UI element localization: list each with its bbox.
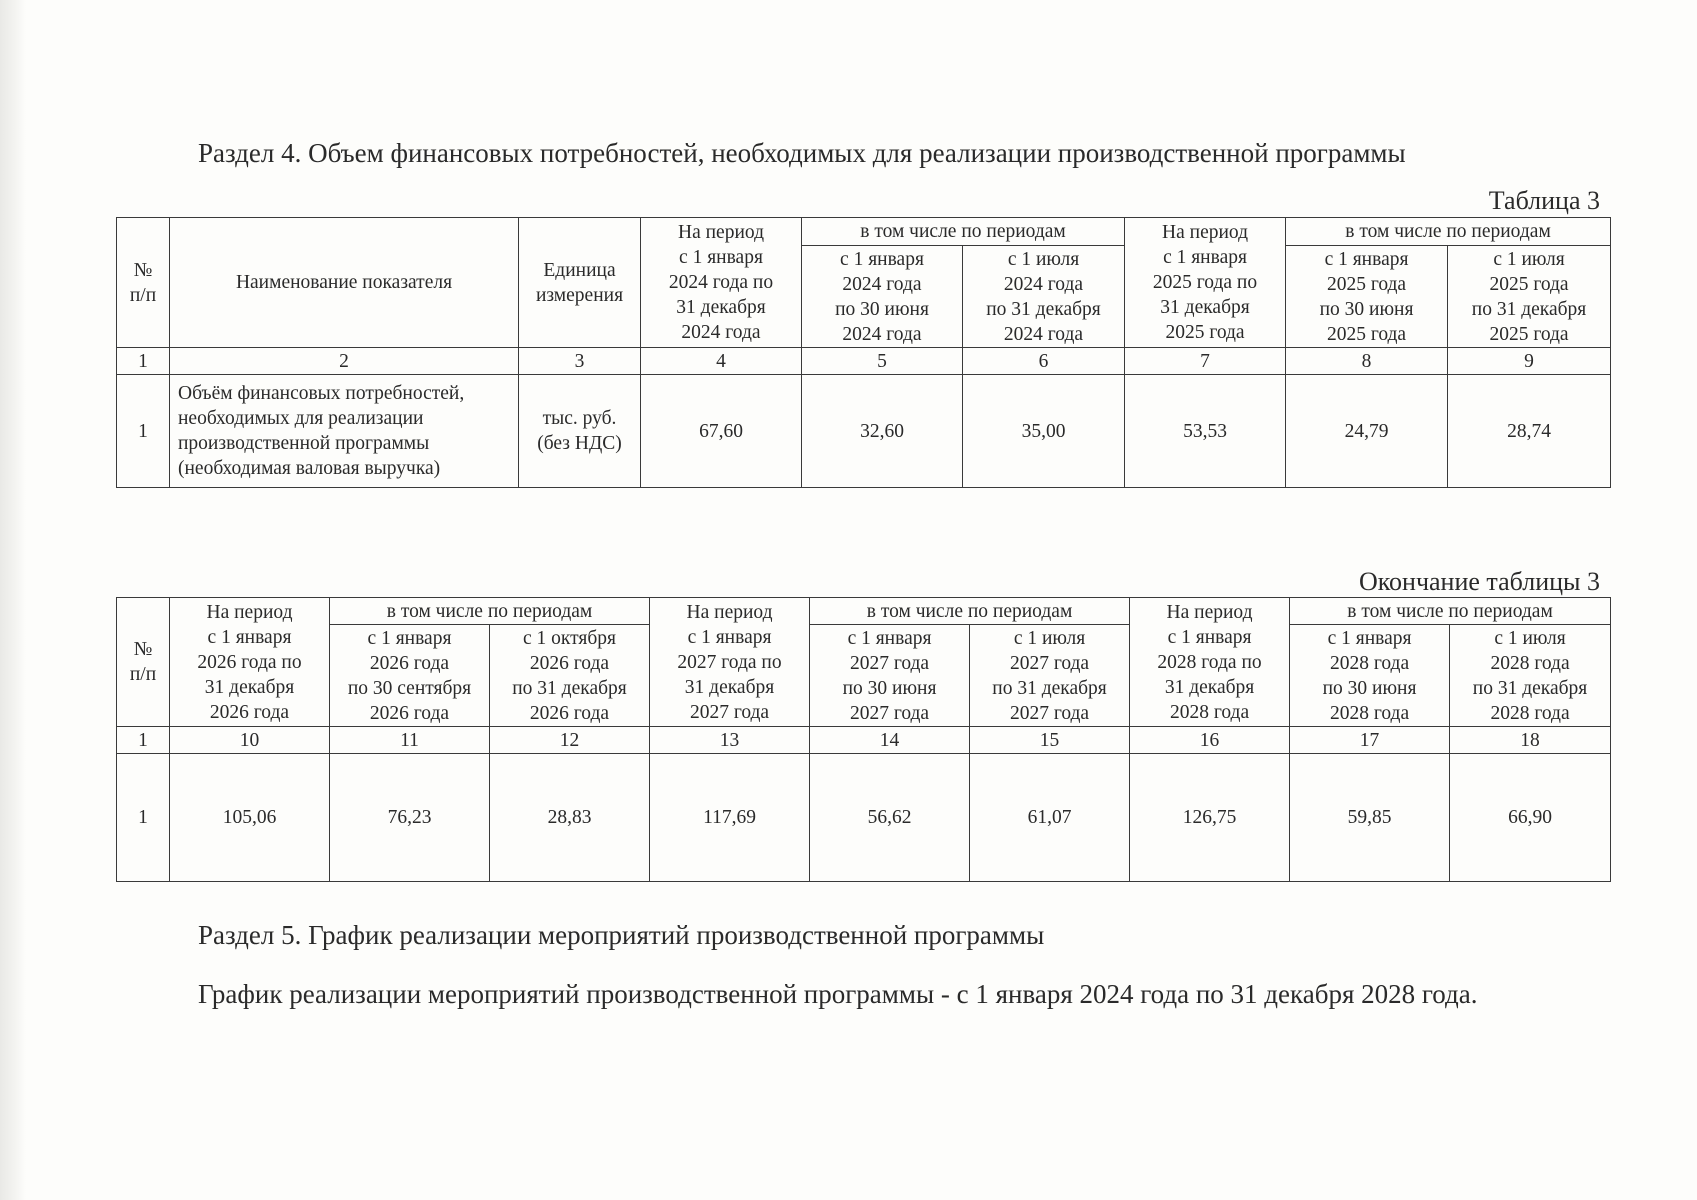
value-2025-h1: 24,79 [1286, 375, 1448, 488]
col-number: 6 [963, 348, 1125, 375]
header-2026-a: с 1 января 2026 года по 30 сентября 2026 года [330, 625, 490, 727]
col-number: 7 [1125, 348, 1286, 375]
header-including-2025: в том числе по периодам [1286, 218, 1611, 246]
header-period-2027: На период с 1 января 2027 года по 31 декабря 2027 года [650, 598, 810, 727]
header-2024-h2: с 1 июля 2024 года по 31 декабря 2024 года [963, 246, 1125, 348]
header-including-2024: в том числе по периодам [802, 218, 1125, 246]
col-number: 11 [330, 727, 490, 754]
col-number: 1 [117, 727, 170, 754]
col-number: 9 [1448, 348, 1611, 375]
value-2027-h2: 61,07 [970, 754, 1130, 882]
section5-heading: Раздел 5. График реализации мероприятий производственной программы [198, 920, 1045, 950]
value-2024-h2: 35,00 [963, 375, 1125, 488]
table3 [116, 217, 1611, 488]
header-2028-h1: с 1 января 2028 года по 30 июня 2028 года [1290, 625, 1450, 727]
header-unit: Единица измерения [519, 218, 641, 348]
col-number: 2 [170, 348, 519, 375]
value-2025-h2: 28,74 [1448, 375, 1611, 488]
col-number: 5 [802, 348, 963, 375]
header-including-2028: в том числе по периодам [1290, 598, 1611, 625]
table-row [117, 754, 1611, 882]
value-2026-b: 28,83 [490, 754, 650, 882]
col-number: 17 [1290, 727, 1450, 754]
value-2024-h1: 32,60 [802, 375, 963, 488]
col-number: 8 [1286, 348, 1448, 375]
value-2026: 105,06 [170, 754, 330, 882]
header-including-2027: в том числе по периодам [810, 598, 1130, 625]
col-number: 12 [490, 727, 650, 754]
value-2027: 117,69 [650, 754, 810, 882]
header-2025-h2: с 1 июля 2025 года по 31 декабря 2025 года [1448, 246, 1611, 348]
column-number-row [117, 348, 1611, 375]
col-number: 10 [170, 727, 330, 754]
header-including-2026: в том числе по периодам [330, 598, 650, 625]
value-2026-a: 76,23 [330, 754, 490, 882]
header-2025-h1: с 1 января 2025 года по 30 июня 2025 года [1286, 246, 1448, 348]
header-period-2026: На период с 1 января 2026 года по 31 декабря 2026 года [170, 598, 330, 727]
header-2028-h2: с 1 июля 2028 года по 31 декабря 2028 года [1450, 625, 1611, 727]
header-period-2028: На период с 1 января 2028 года по 31 декабря 2028 года [1130, 598, 1290, 727]
row-num: 1 [117, 754, 170, 882]
unit-value: тыс. руб. (без НДС) [519, 375, 641, 488]
col-number: 4 [641, 348, 802, 375]
table-row [117, 375, 1611, 488]
header-2026-b: с 1 октября 2026 года по 31 декабря 2026 года [490, 625, 650, 727]
column-number-row [117, 727, 1611, 754]
value-2028-h2: 66,90 [1450, 754, 1611, 882]
header-period-2025: На период с 1 января 2025 года по 31 декабря 2025 года [1125, 218, 1286, 348]
header-num: № п/п [117, 218, 170, 348]
indicator-name: Объём финансовых потребностей, необходимых для реализации производственной программы (необходимая валовая выручка) [170, 375, 519, 488]
section4-heading: Раздел 4. Объем финансовых потребностей, необходимых для реализации производственной программы [198, 138, 1406, 168]
header-name: Наименование показателя [170, 218, 519, 348]
section5-text: График реализации мероприятий производственной программы - с 1 января 2024 года по 31 декабря 2028 года. [198, 979, 1478, 1009]
col-number: 14 [810, 727, 970, 754]
table3-end [116, 597, 1611, 882]
header-2024-h1: с 1 января 2024 года по 30 июня 2024 года [802, 246, 963, 348]
value-2024: 67,60 [641, 375, 802, 488]
header-2027-h1: с 1 января 2027 года по 30 июня 2027 года [810, 625, 970, 727]
value-2028-h1: 59,85 [1290, 754, 1450, 882]
header-2027-h2: с 1 июля 2027 года по 31 декабря 2027 года [970, 625, 1130, 727]
table3-caption: Таблица 3 [1488, 186, 1600, 215]
header-num: № п/п [117, 598, 170, 727]
col-number: 16 [1130, 727, 1290, 754]
col-number: 1 [117, 348, 170, 375]
row-num: 1 [117, 375, 170, 488]
col-number: 13 [650, 727, 810, 754]
value-2025: 53,53 [1125, 375, 1286, 488]
header-period-2024: На период с 1 января 2024 года по 31 декабря 2024 года [641, 218, 802, 348]
col-number: 3 [519, 348, 641, 375]
value-2028: 126,75 [1130, 754, 1290, 882]
col-number: 15 [970, 727, 1130, 754]
col-number: 18 [1450, 727, 1611, 754]
value-2027-h1: 56,62 [810, 754, 970, 882]
table3-end-caption: Окончание таблицы 3 [1358, 567, 1600, 596]
scan-edge [0, 0, 26, 1200]
